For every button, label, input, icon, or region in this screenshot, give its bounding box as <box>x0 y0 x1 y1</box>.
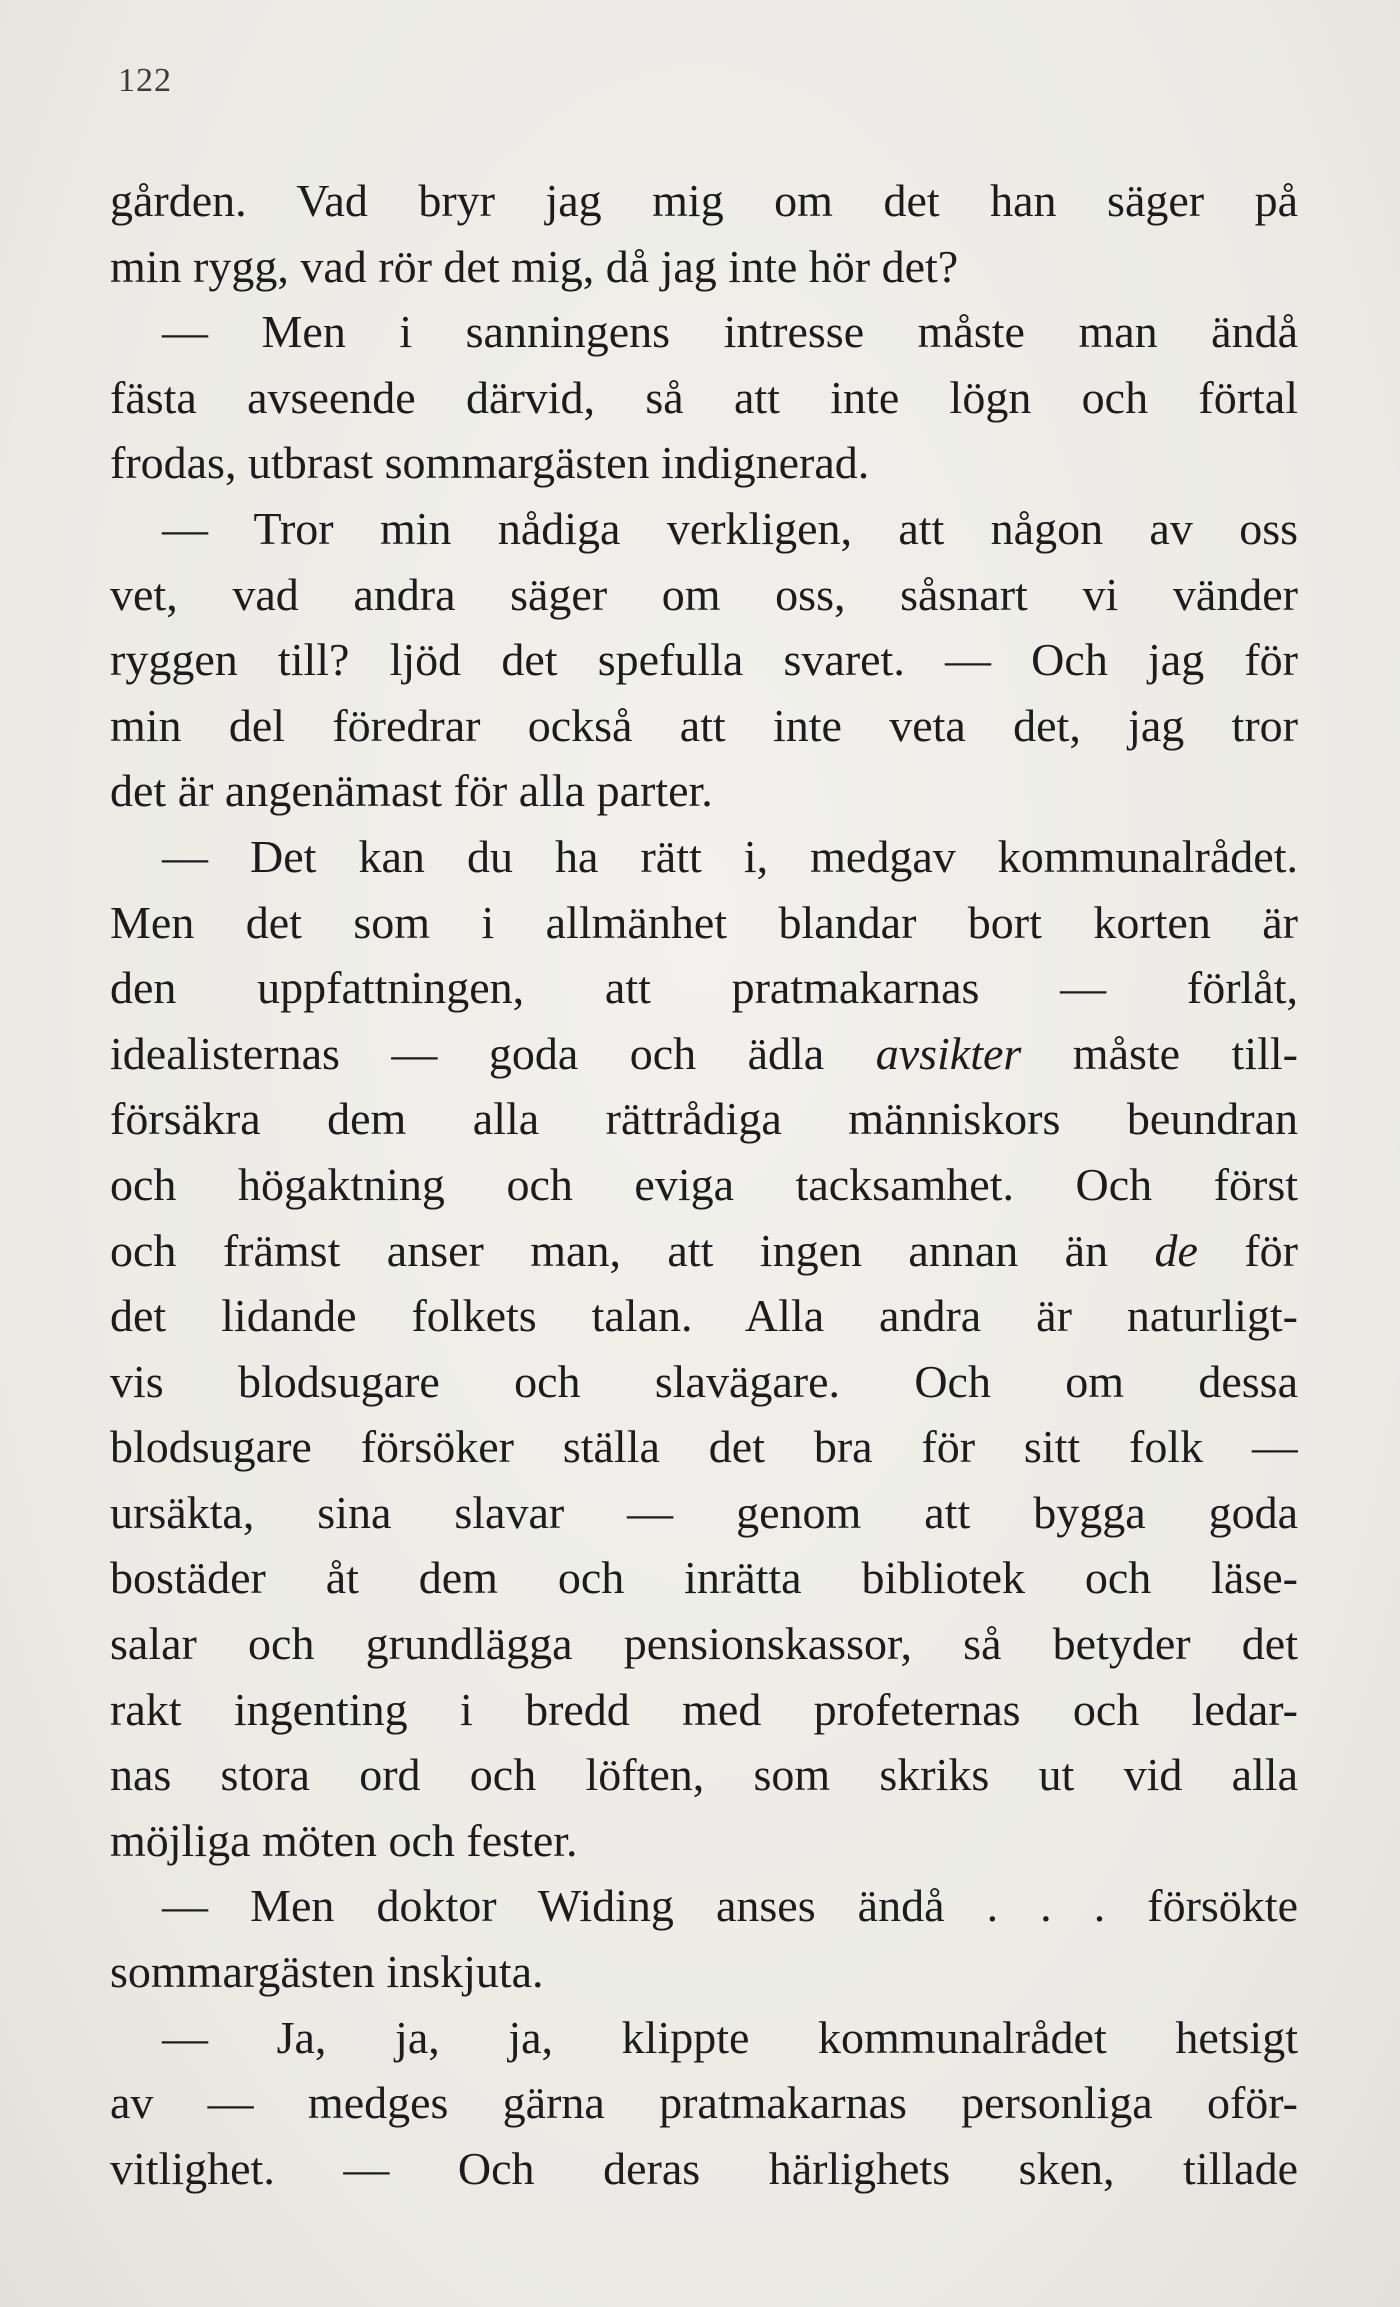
text-line: sommargästen inskjuta. <box>110 1946 544 1998</box>
text-line: — Tror min nådiga verkligen, att någon av oss <box>162 502 1298 554</box>
text-line: ursäkta, sina slavar — genom att bygga goda <box>110 1486 1298 1538</box>
italic-word: de <box>1154 1224 1198 1276</box>
text-segment: idealisternas — goda och ädla <box>110 1027 876 1079</box>
text-line: nas stora ord och löften, som skriks ut vid alla <box>110 1749 1298 1801</box>
text-line: frodas, utbrast sommargästen indignerad. <box>110 437 870 489</box>
text-line: vis blodsugare och slavägare. Och om dessa <box>110 1355 1298 1407</box>
text-line: — Men i sanningens intresse måste man ändå <box>162 306 1298 358</box>
text-line: det är angenämast för alla parter. <box>110 765 713 817</box>
italic-word: avsikter <box>875 1027 1022 1079</box>
text-line: ryggen till? ljöd det spefulla svaret. — Och jag för <box>110 634 1298 686</box>
text-line: det lidande folkets talan. Alla andra är naturligt- <box>110 1290 1298 1342</box>
text-line: vitlighet. — Och deras härlighets sken, tillade <box>110 2142 1298 2194</box>
text-line: min rygg, vad rör det mig, då jag inte hör det? <box>110 240 959 292</box>
text-line: — Men doktor Widing anses ändå . . . försökte <box>162 1880 1298 1932</box>
text-line: salar och grundlägga pensionskassor, så betyder det <box>110 1618 1298 1670</box>
text-line: min del föredrar också att inte veta det, jag tror <box>110 699 1298 751</box>
text-segment: måste till- <box>1021 1027 1298 1079</box>
text-line: — Ja, ja, ja, klippte kommunalrådet hetsigt <box>162 2011 1298 2063</box>
text-line <box>110 1218 1298 1284</box>
text-line: Men det som i allmänhet blandar bort korten är <box>110 896 1298 948</box>
text-line: möjliga möten och fester. <box>110 1814 578 1866</box>
text-line: fästa avseende därvid, så att inte lögn och förtal <box>110 371 1298 423</box>
text-line: den uppfattningen, att pratmakarnas — förlåt, <box>110 962 1298 1014</box>
text-line: försäkra dem alla rättrådiga människors beundran <box>110 1093 1298 1145</box>
body-text <box>110 168 1298 2201</box>
text-line: bostäder åt dem och inrätta bibliotek och läse- <box>110 1552 1298 1604</box>
text-segment: för <box>1197 1224 1298 1276</box>
page-number: 122 <box>118 62 172 99</box>
text-line: gården. Vad bryr jag mig om det han säger på <box>110 175 1298 226</box>
text-line <box>110 1021 1298 1087</box>
text-segment: och främst anser man, att ingen annan än <box>110 1224 1155 1276</box>
text-line: vet, vad andra säger om oss, såsnart vi vänder <box>110 568 1298 620</box>
text-line: blodsugare försöker ställa det bra för sitt folk — <box>110 1421 1298 1473</box>
text-line: och högaktning och eviga tacksamhet. Och först <box>110 1158 1298 1210</box>
text-line: — Det kan du ha rätt i, medgav kommunalrådet. <box>162 830 1298 882</box>
text-line: rakt ingenting i bredd med profeternas och ledar- <box>110 1683 1298 1735</box>
text-line: av — medges gärna pratmakarnas personliga oför- <box>110 2077 1298 2129</box>
